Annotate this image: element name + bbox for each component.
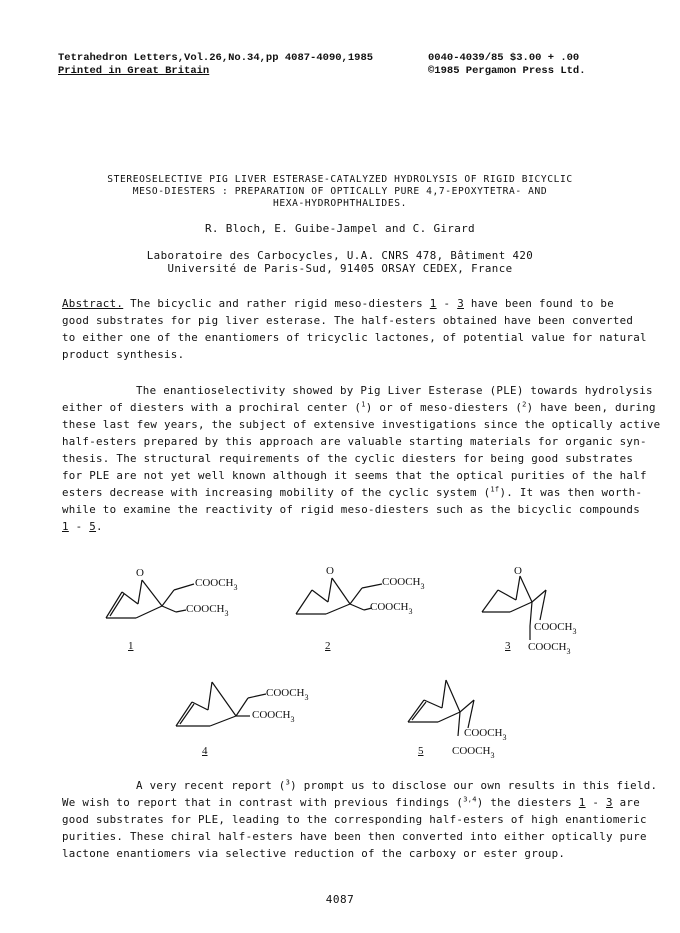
copyright: ©1985 Pergamon Press Ltd.	[428, 65, 586, 77]
citation-ref: 3	[285, 778, 291, 787]
oxygen-bridge-label: O	[136, 567, 144, 579]
affiliation-line-2: Université de Paris-Sud, 91405 ORSAY CEDEX, France	[167, 262, 513, 275]
printed-in: Printed in Great Britain	[58, 65, 210, 77]
body-line: We wish to report that in contrast with previous findings ($^{3,4}$) the diesters 1 - 3 are	[62, 795, 641, 809]
compound-ref: 1	[62, 520, 69, 533]
ester-group-label: $COOCH_3$	[452, 745, 495, 760]
oxygen-bridge-label: O	[514, 565, 522, 577]
body-line: while to examine the reactivity of rigid meso-diesters such as the bicyclic compounds	[62, 503, 641, 516]
paper-title-line-1: STEREOSELECTIVE PIG LIVER ESTERASE-CATALYZED HYDROLYSIS OF RIGID BICYCLIC	[107, 174, 573, 185]
ester-group-label: $COOCH_3$	[186, 603, 229, 618]
body-line: half-esters prepared by this approach are valuable starting materials for organic syn-	[62, 435, 647, 448]
compound-1-structure	[100, 562, 260, 637]
body-line: thesis. The structural requirements of the cyclic diesters for being good substrates	[62, 452, 634, 465]
oxygen-bridge-label: O	[326, 565, 334, 577]
body-line: lactone enantiomers via selective reduction of the carboxy or ester group.	[62, 847, 566, 860]
ester-group-label: $COOCH_3$	[266, 687, 309, 702]
abstract-line: to either one of the enantiomers of tricyclic lactones, of potential value for natural	[62, 331, 647, 344]
compound-ref: 5	[89, 520, 97, 533]
body-line: 1 - 5.	[62, 520, 103, 533]
compound-3-structure	[478, 560, 598, 660]
compound-ref: 3	[457, 297, 464, 310]
intro-paragraph	[62, 382, 661, 535]
affiliation-line-1: Laboratoire des Carbocycles, U.A. CNRS 478, Bâtiment 420	[146, 249, 534, 262]
results-paragraph	[62, 777, 658, 862]
issn-price: 0040-4039/85 $3.00 + .00	[428, 52, 580, 64]
compound-label-2: 2	[325, 640, 331, 652]
citation-ref: 2	[522, 400, 527, 409]
ester-group-label: $COOCH_3$	[528, 641, 571, 656]
abstract-line: Abstract. The bicyclic and rather rigid meso-diesters 1 - 3 have been found to be	[62, 297, 614, 310]
page-number: 4087	[325, 893, 355, 906]
abstract-line: good substrates for pig liver esterase. The half-esters obtained have been converted	[62, 314, 634, 327]
ester-group-label: $COOCH_3$	[252, 709, 295, 724]
ester-group-label: $COOCH_3$	[534, 621, 577, 636]
body-line: purities. These chiral half-esters have been then converted into either optically pure	[62, 830, 647, 843]
compound-ref: 1	[578, 796, 586, 809]
body-line: these last few years, the subject of extensive investigations since the optically active	[62, 418, 661, 431]
compound-ref: 3	[606, 796, 613, 809]
ester-group-label: $COOCH_3$	[382, 576, 425, 591]
compound-ref: 1	[429, 297, 437, 310]
body-line: The enantioselectivity showed by Pig Liver Esterase (PLE) towards hydrolysis	[136, 384, 653, 397]
body-line: either of diesters with a prochiral center ($^1$) or of meso-diesters ($^2$) have been, during	[62, 400, 656, 414]
compound-label-5: 5	[418, 745, 424, 757]
paper-title-line-3: HEXA-HYDROPHTHALIDES.	[273, 198, 407, 209]
ester-group-label: $COOCH_3$	[464, 727, 507, 742]
ester-group-label: $COOCH_3$	[195, 577, 238, 592]
body-line: A very recent report ($^3$) prompt us to disclose our own results in this field.	[136, 778, 658, 792]
body-line: good substrates for PLE, leading to the corresponding half-esters of high enantiomeric	[62, 813, 647, 826]
abstract	[62, 295, 647, 363]
citation-ref: 1f	[490, 485, 500, 494]
compound-4-structure	[170, 670, 330, 745]
compound-2-structure	[292, 560, 442, 635]
compound-label-3: 3	[505, 640, 511, 652]
body-line: esters decrease with increasing mobility of the cyclic system ($^{1f}$). It was then worth-	[62, 485, 643, 499]
ester-group-label: $COOCH_3$	[370, 601, 413, 616]
compound-label-4: 4	[202, 745, 208, 757]
paper-title-line-2: MESO-DIESTERS : PREPARATION OF OPTICALLY PURE 4,7-EPOXYTETRA- AND	[132, 186, 548, 197]
abstract-line: product synthesis.	[62, 348, 185, 361]
citation-ref: 1	[361, 400, 366, 409]
compound-label-1: 1	[128, 640, 134, 652]
journal-citation: Tetrahedron Letters,Vol.26,No.34,pp 4087-4090,1985	[58, 52, 374, 64]
body-line: for PLE are not yet well known although it seems that the optical purities of the half	[62, 469, 647, 482]
authors: R. Bloch, E. Guibe-Jampel and C. Girard	[205, 222, 475, 235]
abstract-label: Abstract.	[62, 297, 124, 310]
citation-ref: 3,4	[463, 795, 477, 804]
